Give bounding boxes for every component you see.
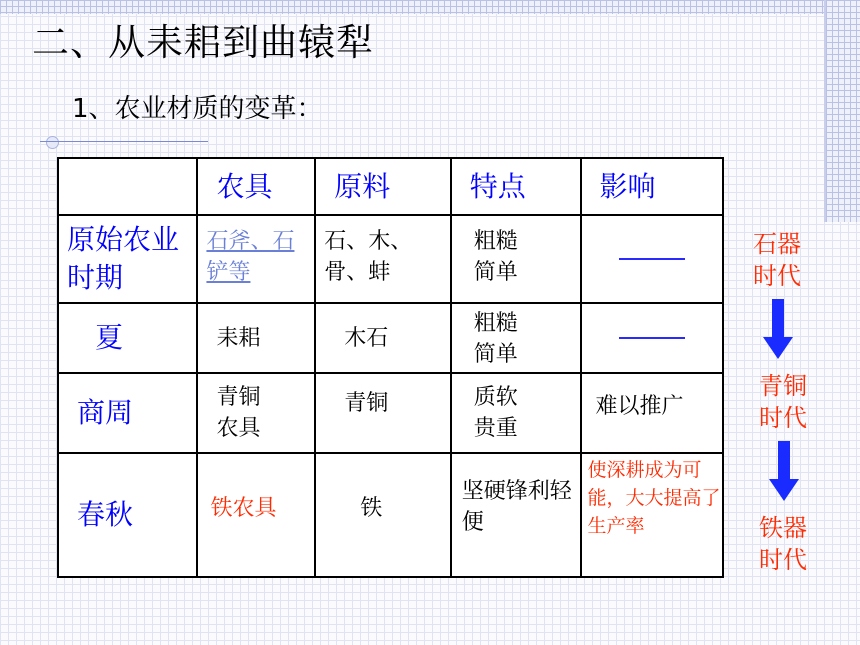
row-material: 木石 [315,303,450,373]
farming-tools-table [57,157,724,578]
table-row [58,373,723,453]
row-feature: 粗糙简单 [451,303,581,373]
decorative-dot [46,136,59,149]
row-tool: 青铜农具 [197,373,315,453]
row-period: 原始农业时期 [58,215,197,303]
header-feature: 特点 [451,158,581,215]
header-empty [58,158,197,215]
row-period: 夏 [58,303,197,373]
down-arrow-icon [763,299,793,359]
header-impact: 影响 [581,158,723,215]
table-row [58,303,723,373]
impact-dash [619,337,685,339]
header-tool: 农具 [197,158,315,215]
row-impact [581,303,723,373]
down-arrow-icon [769,441,799,501]
header-material: 原料 [315,158,450,215]
row-material: 青铜 [315,373,450,453]
row-tool-link[interactable]: 石斧、石铲等 [197,215,315,303]
table-row [58,453,723,577]
section-subtitle: 1、农业材质的变革： [72,94,323,124]
impact-dash [619,258,685,260]
row-impact [581,215,723,303]
row-material: 铁 [315,453,450,577]
era-label-stone: 石器时代 [753,230,801,290]
era-label-bronze: 青铜时代 [759,372,807,432]
row-tool: 铁农具 [197,453,315,577]
row-impact: 难以推广 [581,373,723,453]
era-label-iron: 铁器时代 [759,514,807,574]
row-feature: 粗糙简单 [451,215,581,303]
row-material: 石、木、骨、蚌 [315,215,450,303]
slide-title: 二、从耒耜到曲辕犁 [32,21,374,64]
row-feature: 坚硬锋利轻便 [451,453,581,577]
row-tool: 耒耜 [197,303,315,373]
row-period: 商周 [58,373,197,453]
table-header-row [58,158,723,215]
right-decoration [824,0,860,222]
table-row [58,215,723,303]
decorative-line [40,141,208,142]
row-impact: 使深耕成为可能，大大提高了生产率 [581,453,723,577]
row-period: 春秋 [58,453,197,577]
row-feature: 质软贵重 [451,373,581,453]
